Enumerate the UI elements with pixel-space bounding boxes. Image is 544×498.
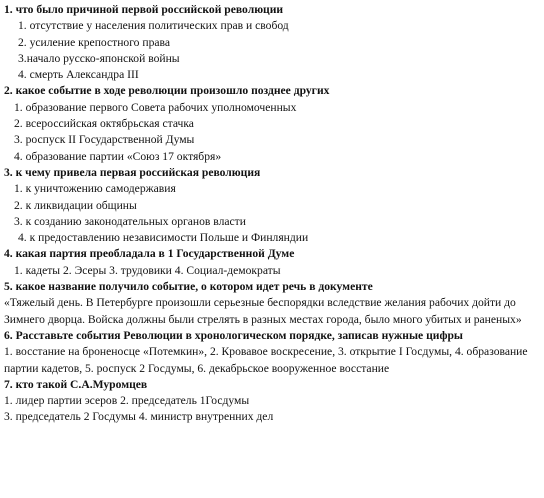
- question-6-title: 6. Расставьте события Революции в хронологическом порядке, записав нужные цифры: [4, 328, 463, 342]
- question-2-title: 2. какое событие в ходе революции произошло позднее других: [4, 84, 330, 98]
- question-7-options-line-2: 3. председатель 2 Госдумы 4. министр внутренних дел: [4, 410, 274, 424]
- question-3-title: 3. к чему привела первая российская революция: [4, 165, 261, 179]
- question-1-title: 1. что было причиной первой российской революции: [4, 3, 284, 16]
- question-1-option-3: 3.начало русско-японской войны: [18, 51, 180, 65]
- question-3-option-3: 3. к созданию законодательных органов власти: [14, 214, 246, 228]
- question-3-option-2: 2. к ликвидации общины: [14, 198, 137, 212]
- question-2-option-3: 3. роспуск II Государственной Думы: [14, 133, 195, 147]
- question-2-option-1: 1. образование первого Совета рабочих уполномоченных: [14, 100, 297, 114]
- question-2-option-2: 2. всероссийская октябрьская стачка: [14, 117, 194, 131]
- question-3-option-4: 4. к предоставлению независимости Польше и Финляндии: [18, 231, 309, 245]
- question-7-options-line-1: 1. лидер партии эсеров 2. председатель 1Госдумы: [4, 394, 250, 408]
- question-1-option-2: 2. усиление крепостного права: [18, 35, 170, 49]
- question-2-option-4: 4. образование партии «Союз 17 октября»: [14, 149, 222, 163]
- question-6-events-text: 1. восстание на броненосце «Потемкин», 2. Кровавое воскресение, 3. открытие I Госдумы, 4. образование партии кадетов, 5. роспуск 2 Госдумы, 6. декабрьское вооруженное восстание: [4, 345, 528, 375]
- question-1-option-1: 1. отсутствие у населения политических прав и свобод: [18, 19, 289, 33]
- question-4-options: 1. кадеты 2. Эсеры 3. трудовики 4. Социал-демократы: [14, 263, 281, 277]
- question-5-title: 5. какое название получило событие, о котором идет речь в документе: [4, 280, 373, 294]
- question-5-document-text: «Тяжелый день. В Петербурге произошли серьезные беспорядки вследствие желания рабочих дойти до Зимнего дворца. Войска должны были стрелять в разных местах города, было много убитых и раненых»: [4, 296, 522, 326]
- question-4-title: 4. какая партия преобладала в 1 Государственной Думе: [4, 247, 295, 261]
- question-3-option-1: 1. к уничтожению самодержавия: [14, 182, 176, 196]
- question-7-title: 7. кто такой С.А.Муромцев: [4, 377, 148, 391]
- question-1-option-4: 4. смерть Александра III: [18, 68, 139, 82]
